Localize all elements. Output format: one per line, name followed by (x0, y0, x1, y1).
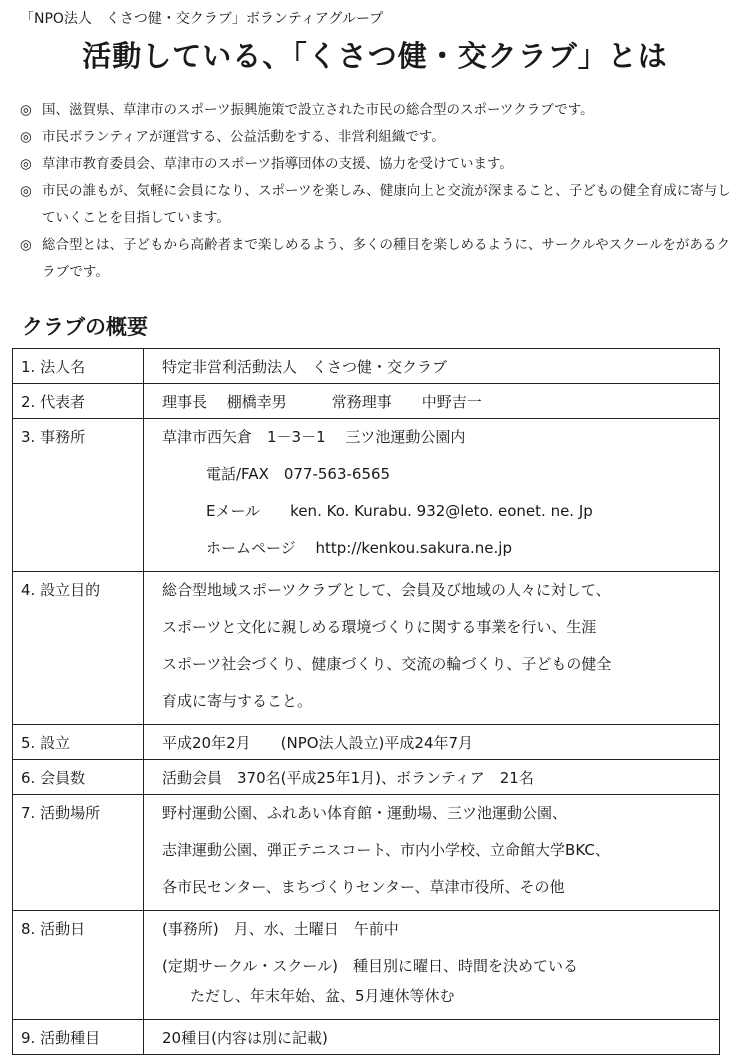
table-row (13, 760, 720, 795)
intro-text: 国、滋賀県、草津市のスポーツ振興施策で設立された市民の総合型のスポーツクラブです。 (42, 102, 594, 118)
double-circle-icon: ◎ (20, 237, 32, 253)
email: Eメール ken. Ko. Kurabu. 932@leto. eonet. ne. Jp (206, 502, 593, 520)
row-label: 5. 設立 (13, 725, 144, 760)
intro-list (20, 97, 735, 286)
table-row (13, 572, 720, 725)
phone-fax: 電話/FAX 077-563-6565 (206, 465, 391, 483)
intro-text: 草津市教育委員会、草津市のスポーツ指導団体の支援、協力を受けています。 (42, 156, 513, 172)
overview-table (12, 348, 720, 1055)
row-value: 総合型地域スポーツクラブとして、会員及び地域の人々に対して、 スポーツと文化に親しめる環境づくりに関する事業を行い、生涯 スポーツ社会づくり、健康づくり、交流の輪づくり、子どもの健全 育成に寄与すること。 (144, 572, 720, 725)
row-value: (事務所) 月、水、土曜日 午前中 (定期サークル・スクール) 種目別に曜日、時間を決めている ただし、年末年始、盆、5月連休等休む (144, 911, 720, 1020)
row-value: 特定非営利活動法人 くさつ健・交クラブ (144, 349, 720, 384)
table-row (13, 911, 720, 1020)
row-value: 平成20年2月 (NPO法人設立)平成24年7月 (144, 725, 720, 760)
double-circle-icon: ◎ (20, 183, 32, 199)
intro-item (20, 151, 735, 178)
row-label: 7. 活動場所 (13, 795, 144, 911)
section-heading: クラブの概要 (22, 315, 148, 339)
table-row (13, 795, 720, 911)
row-label: 8. 活動日 (13, 911, 144, 1020)
row-value: 野村運動公園、ふれあい体育館・運動場、三ツ池運動公園、 志津運動公園、弾正テニスコート、市内小学校、立命館大学BKC、 各市民センター、まちづくりセンター、草津市役所、その他 (144, 795, 720, 911)
intro-item (20, 97, 735, 124)
row-label: 3. 事務所 (13, 419, 144, 572)
intro-item (20, 124, 735, 151)
double-circle-icon: ◎ (20, 129, 32, 145)
row-label: 1. 法人名 (13, 349, 144, 384)
row-label: 4. 設立目的 (13, 572, 144, 725)
row-label: 2. 代表者 (13, 384, 144, 419)
table-row (13, 384, 720, 419)
row-value: 活動会員 370名(平成25年1月)、ボランティア 21名 (144, 760, 720, 795)
page-title: 活動している、「くさつ健・交クラブ」とは (82, 39, 668, 73)
table-row (13, 419, 720, 572)
intro-text: 市民の誰もが、気軽に会員になり、スポーツを楽しみ、健康向上と交流が深まること、子どもの健全育成に寄与していくことを目指しています。 (42, 183, 731, 226)
row-label: 6. 会員数 (13, 760, 144, 795)
group-subtitle: 「NPO法人 くさつ健・交クラブ」ボランティアグループ (20, 11, 384, 27)
table-row (13, 349, 720, 384)
table-row (13, 725, 720, 760)
intro-text: 総合型とは、子どもから高齢者まで楽しめるよう、多くの種目を楽しめるように、サークルやスクールをがあるクラブです。 (42, 237, 730, 280)
intro-text: 市民ボランティアが運営する、公益活動をする、非営利組織です。 (42, 129, 445, 145)
double-circle-icon: ◎ (20, 156, 32, 172)
row-value: 理事長 棚橋幸男 常務理事 中野吉一 (144, 384, 720, 419)
intro-item (20, 232, 735, 286)
double-circle-icon: ◎ (20, 102, 32, 118)
table-row (13, 1020, 720, 1055)
intro-item (20, 178, 735, 232)
address: 草津市西矢倉 1－3－1 三ツ池運動公園内 (162, 428, 466, 446)
row-label: 9. 活動種目 (13, 1020, 144, 1055)
homepage: ホームページ http://kenkou.sakura.ne.jp (206, 539, 512, 557)
row-value: 20種目(内容は別に記載) (144, 1020, 720, 1055)
row-value (144, 419, 720, 572)
